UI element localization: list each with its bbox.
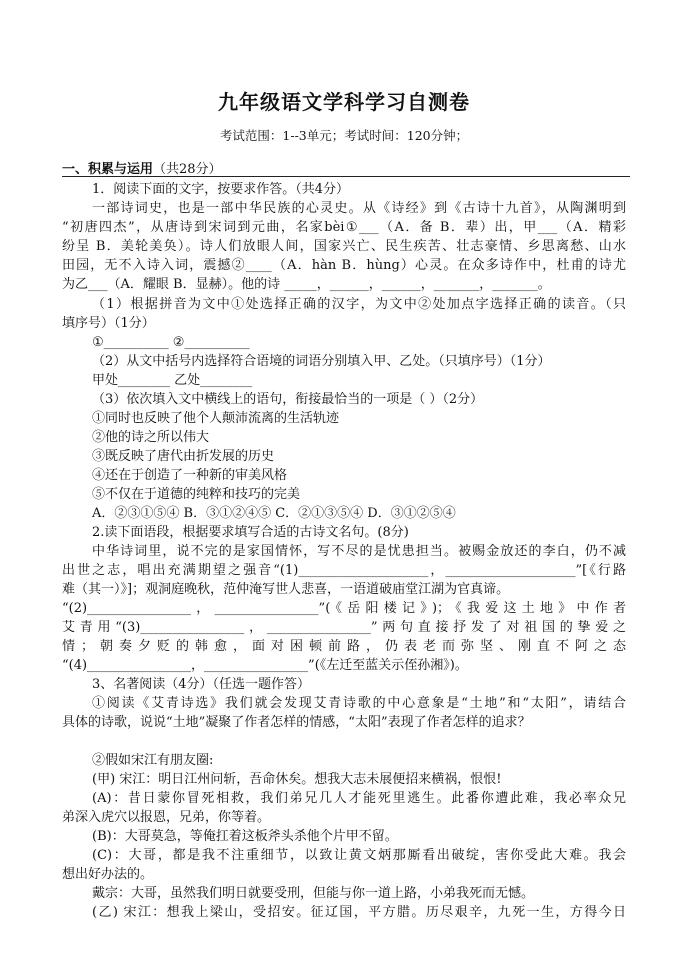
section-title: 一、积累与运用 [62,162,154,177]
page-title: 九年级语文学科学习自测卷 [218,90,470,114]
passage-line: 情；朝奏夕贬的韩愈，面对困顿前路，仍表老而弥坚、刚直不阿之态 [62,639,626,654]
dialog-line: (乙) 宋江：想我上梁山，受招安。征辽国，平方腊。历尽艰辛，九死一生，方得今日 [92,905,626,920]
option-sentence: ④还在于创造了一种新的审美风格 [92,468,288,483]
dialog-line: (C)：大哥，都是我不注重细节，以致让黄文炳那厮看出破绽，害你受此大难。我会 [92,848,626,863]
dialog-line: 戴宗：大哥，虽然我们明日就要受刑，但能与你一道上路，小弟我死而无憾。 [92,886,535,901]
question-2-prompt: 2.读下面语段，根据要求填写合适的古诗文名句。(8分) [92,525,409,540]
passage-line: 艾青用“(3)________________，________________”两句直接抒发了对祖国的挚爱之 [62,620,626,635]
section-divider [62,176,630,177]
answer-blanks-2: 甲处________ 乙处________ [92,373,253,388]
passage-line: “初唐四杰”，从唐诗到宋词到元曲，名家bèi①___（A．备 B．辈）出，甲___（A．精彩 [62,220,626,235]
answer-choices: A．②③①⑤④ B．③①②④⑤ C．②①③⑤④ D．③①②⑤④ [92,506,456,521]
dialog-line: (甲) 宋江：明日江州问斩，吾命休矣。想我大志未展便招来横祸，恨恨! [92,772,502,787]
passage-line: “(4)________________，________________”(《左迁至蓝关示侄孙湘》)。 [62,658,468,673]
option-sentence: ③既反映了唐代由折发展的历史 [92,449,275,464]
dialog-line: (B)：大哥莫急，等俺扛着这板斧头杀他个片甲不留。 [92,829,398,844]
question-1-prompt: 1．阅读下面的文字，按要求作答。（共4分） [92,182,350,197]
passage-line: 难（其一）》]；观洞庭晚秋，范仲淹写世人悲喜，一语道破庙堂江湖为官真谛。 [62,582,510,597]
question-3-prompt: 3、名著阅读（4分）（任选一题作答） [92,677,311,692]
option-1-text: ①阅读《艾青诗选》我们就会发现艾青诗歌的中心意象是“土地”和“太阳”，请结合 [92,696,626,711]
sub-question-2: （2）从文中括号内选择符合语境的词语分别填入甲、乙处。（只填序号）（1分） [92,354,551,369]
option-1-text: 具体的诗歌，说说“土地”凝聚了作者怎样的情感，“太阳”表现了作者怎样的追求？ [62,715,531,730]
option-2-intro: ②假如宋江有朋友圈: [92,753,214,768]
passage-line: 中华诗词里，说不完的是家国情怀，写不尽的是忧患担当。被赐金放还的李白，仍不减 [92,544,626,559]
exam-info: 考试范围：1--3单元；考试时间：120分钟； [219,128,469,143]
sub-question-3: （3）依次填入文中横线上的语句，衔接最恰当的一项是（ ）（2分） [92,392,484,407]
dialog-line: 弟深入虎穴以报恩，兄弟，你等着。 [62,810,271,825]
dialog-line: (A)：昔日蒙你冒死相救，我们弟兄几人才能死里逃生。此番你遭此难，我必率众兄 [92,791,626,806]
passage-line: 田园，无不入诗入词，震撼②____（A．hàn B．hùng）心灵。在众多诗作中，杜甫的诗尤 [62,258,626,273]
passage-line: 为乙___（A．耀眼 B．显赫）。他的诗 _____，______，______，_______，_______。 [62,277,551,292]
section-score: （共28分） [153,162,222,177]
option-sentence: ⑤不仅在于道德的纯粹和技巧的完美 [92,487,301,502]
passage-line: “(2)________________，________________”(《岳阳楼记》)；《我爱这土地》中作者 [62,601,626,616]
sub-question-1-cont: 填序号）（1分） [62,316,155,331]
option-sentence: ②他的诗之所以伟大 [92,430,210,445]
passage-line: 一部诗词史，也是一部中华民族的心灵史。从《诗经》到《古诗十九首》，从陶渊明到 [92,201,626,216]
sub-question-1: （1）根据拼音为文中①处选择正确的汉字，为文中②处加点字选择正确的读音。（只 [92,297,626,312]
answer-blanks-1: ①__________ ②__________ [92,335,250,350]
option-sentence: ①同时也反映了他个人颠沛流离的生活轨迹 [92,411,340,426]
passage-line: 纷呈 B．美轮美奂）。诗人们放眼人间，国家兴亡、民生疾苦、壮志豪情、乡思离愁、山水 [62,239,626,254]
passage-line: 出世之志，唱出充满期望之强音“(1)____________________，____________________”[《行路 [62,563,626,578]
dialog-line: 想出好办法的。 [62,867,154,882]
